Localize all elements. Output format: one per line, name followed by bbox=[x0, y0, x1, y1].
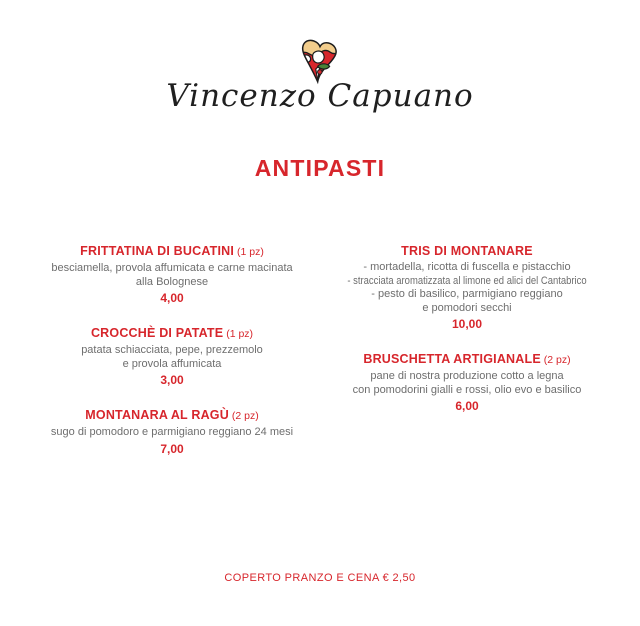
menu-column-right bbox=[320, 244, 614, 477]
menu-item-description-line: - pesto di basilico, parmigiano reggiano bbox=[371, 288, 563, 300]
menu-item bbox=[38, 408, 306, 456]
menu-item-description-line: - mortadella, ricotta di fuscella e pistacchio bbox=[363, 261, 571, 273]
menu-item-description bbox=[320, 261, 614, 315]
menu-item-price: 6,00 bbox=[455, 399, 479, 413]
menu-item-description-line: e pomodori secchi bbox=[422, 301, 512, 314]
menu-item-description-line: con pomodorini gialli e rossi, olio evo e basilico bbox=[352, 383, 582, 396]
menu-item bbox=[38, 244, 306, 305]
menu-item-description-line: pane di nostra produzione cotto a legna bbox=[370, 370, 564, 382]
menu-item bbox=[38, 326, 306, 387]
menu-item-name: FRITTATINA DI BUCATINI bbox=[80, 244, 235, 258]
menu-item-price: 4,00 bbox=[160, 291, 184, 305]
menu-item-portion: (1 pz) bbox=[234, 246, 264, 258]
menu-column-left bbox=[38, 244, 306, 477]
menu-item bbox=[320, 244, 614, 331]
menu-item-price: 3,00 bbox=[160, 373, 184, 387]
menu-item bbox=[320, 352, 614, 413]
menu-item-description-line: patata schiacciata, pepe, prezzemolo bbox=[81, 344, 263, 356]
footer-note: COPERTO PRANZO E CENA € 2,50 bbox=[224, 572, 416, 584]
menu-item-description-line: sugo di pomodoro e parmigiano reggiano 24 mesi bbox=[50, 426, 294, 438]
menu-item-name: BRUSCHETTA ARTIGIANALE bbox=[363, 352, 541, 366]
menu-item-description bbox=[38, 262, 306, 289]
menu-item-description-line: besciamella, provola affumicata e carne macinata bbox=[51, 262, 293, 274]
menu-item-name: MONTANARA AL RAGÙ bbox=[85, 408, 229, 422]
menu-item-title bbox=[38, 408, 306, 423]
menu-item-title bbox=[38, 326, 306, 341]
menu-item-description bbox=[38, 426, 306, 440]
menu-item-price: 7,00 bbox=[160, 441, 184, 456]
menu-item-description bbox=[320, 370, 614, 397]
menu-item-description bbox=[38, 344, 306, 371]
menu-item-name: CROCCHÈ DI PATATE bbox=[90, 326, 224, 340]
menu-item-portion: (2 pz) bbox=[540, 354, 571, 366]
menu-item-price: 10,00 bbox=[451, 317, 483, 331]
menu-item-title bbox=[38, 244, 306, 259]
menu-item-title bbox=[320, 244, 614, 258]
menu-item-portion: (2 pz) bbox=[228, 410, 259, 422]
section-title: ANTIPASTI bbox=[254, 155, 386, 181]
menu-item-name: TRIS DI MONTANARE bbox=[401, 244, 533, 258]
menu-item-portion: (1 pz) bbox=[223, 328, 254, 340]
menu-item-title bbox=[320, 352, 614, 367]
brand-name: Vincenzo Capuano bbox=[166, 78, 474, 114]
menu-item-description-line: - stracciata aromatizzata al limone ed alici del Cantabrico bbox=[347, 274, 587, 287]
menu-item-description-line: alla Bolognese bbox=[135, 275, 209, 288]
menu-item-description-line: e provola affumicata bbox=[122, 357, 222, 370]
menu-columns bbox=[38, 244, 614, 477]
